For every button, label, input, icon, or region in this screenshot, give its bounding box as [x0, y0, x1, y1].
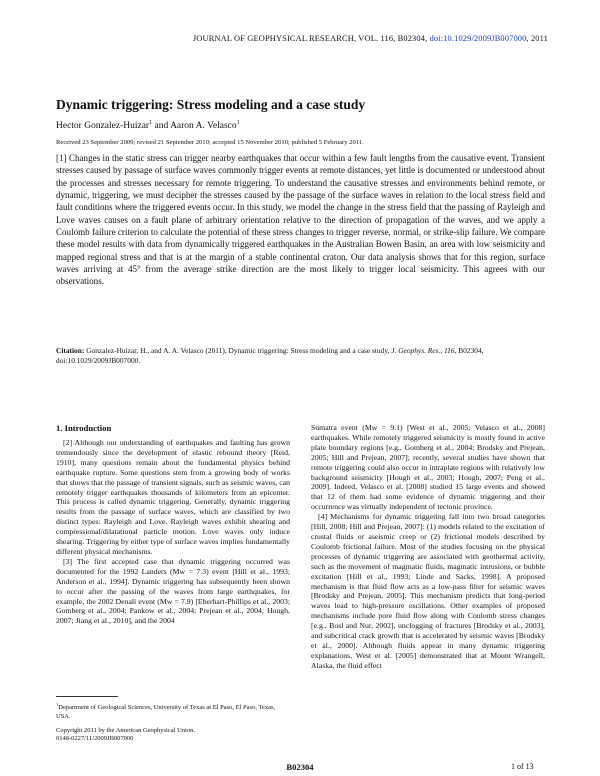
abstract-paragraph-marker: [1]	[56, 153, 67, 163]
doi-link[interactable]: doi:10.1029/2009JB007000	[429, 34, 527, 43]
citation-journal: J. Geophys. Res., 116,	[391, 346, 457, 355]
page-number: 1 of 13	[511, 762, 534, 771]
journal-citation: JOURNAL OF GEOPHYSICAL RESEARCH, VOL. 116, B02304,	[192, 34, 428, 43]
paragraph-4: [4] Mechanisms for dynamic triggering fall into two broad categories [Hill, 2008; Hill and Prejean, 2007]: (1) models related to the excitation of crustal fluids or aseismic creep or (2) frictional models described by Coulomb frictional failure. Most of the studies focusing on the physical processes of dynamic triggering are associated with geothermal activity, such as the movement of magmatic fluids, magmatic intrusions, or bubble excitation [Hill et al., 1993; Linde and Sacks, 1998]. A proposed mechanism is that fluid flow acts as a low-pass filter for seismic waves [Brodsky and Prejean, 2005]. This mechanism predicts that long-period waves lead to high-pressure oscillations. Other examples of proposed mechanisms include pore fluid flow along with Coulomb stress changes [e.g., Bosl and Nur, 2002], unclogging of fractures [Brodsky et al., 2003], and subcritical crack growth that is accelerated by seismic waves [Brodsky et al., 2000]. Although fluids appear in many dynamic triggering explanations, West et al. [2005] demonstrated that at Mount Wrangell, Alaska, the fluid effect	[311, 512, 545, 670]
abstract	[56, 152, 545, 288]
footnote-divider	[56, 696, 118, 697]
right-column	[311, 423, 545, 671]
paragraph-3: [3] The first accepted case that dynamic triggering occurred was documented for the 1992 Landers (Mw = 7.3) event [Hill et al., 1993; Anderson et al., 1994]. Dynamic triggering has subsequently been shown to occur after the passing of the waves from large earthquakes, for example, the 2002 Denali event (Mw = 7.9) [Eberhart-Phillips et al., 2003; Gomberg et al., 2004; Pankow et al., 2004; Prejean et al., 2004; Hough, 2007; Jiang et al., 2010], and the 2004	[56, 556, 290, 626]
copyright-block	[56, 727, 290, 743]
citation-text-b: B02304, doi:10.1029/2009JB007000.	[56, 346, 484, 366]
citation-label: Citation:	[56, 346, 85, 355]
author-line	[56, 120, 240, 131]
affiliation-footnote	[56, 701, 290, 721]
article-id: B02304	[286, 762, 314, 772]
author-2: Aaron A. Velasco	[170, 121, 237, 132]
paper-title: Dynamic triggering: Stress modeling and a case study	[56, 97, 366, 112]
author-1-affiliation: 1	[149, 120, 153, 126]
abstract-text: Changes in the static stress can trigger nearby earthquakes that occur within a few fault lengths from the causative event. Transient stresses caused by passage of surface waves commonly trigger events at remote distances, yet little is documented or understood about the processes and stresses necessary for remote triggering. To understand the causative stresses and environments behind remote, or dynamic, triggering, we must decipher the stresses caused by the passage of the surface waves in relation to the local stress field and fault conditions where the triggered events occur. In this study, we model the change in the stress field that the passing of Rayleigh and Love waves causes on a fault plane of arbitrary orientation relative to the direction of propagation of the waves, and we apply a Coulomb failure criterion to calculate the potential of these stress changes to trigger reverse, normal, or strike-slip failure. We compare these model results with data from dynamically triggered earthquakes in the Australian Bowen Basin, an area with low seismicity and mapped regional stress and that is at the margin of a stable continental craton. Our data analysis shows that for this region, surface waves arriving at 45° from the average strike direction are the most likely to trigger local seismicity. This agrees with our observations.	[56, 153, 546, 287]
paragraph-2: [2] Although our understanding of earthquakes and faulting has grown tremendously since the development of elastic rebound theory [Reid, 1910], many questions remain about the fundamental physics behind earthquake rupture. Some questions stem from a growing body of works that shows that the passage of transient signals, such as seismic waves, can remotely trigger earthquakes thousands of kilometers from an epicenter. This process is called dynamic triggering. Generally, dynamic triggering results from the passage of surface waves, which are classified by two distinct types: Rayleigh and Love. Rayleigh waves exhibit shearing and compressional/dilatational particle motion. Love waves only induce shearing. Triggering by either type of surface waves implies fundamentally different physical mechanisms.	[56, 438, 290, 556]
paragraph-3-continued: Sumatra event (Mw = 9.1) [West et al., 2005; Velasco et al., 2008] earthquakes. While remotely triggered seismicity is mostly found in active plate boundary regions [e.g., Gomberg et al., 2004; Brodsky and Prejean, 2005; Hill and Prejean, 2007]; recently, several studies have shown that remote triggering could also occur in intraplate regions with relatively low background seismicity [Hough et al., 2003; Hough, 2007; Peng et al., 2009]. Indeed, Velasco et al. [2008] studied 15 large events and showed that 12 of them had some evidence of dynamic triggering and their occurrence was virtually independent of tectonic province.	[311, 423, 545, 512]
issn-line: 0148-0227/11/2009JB007000	[56, 735, 134, 743]
citation-text-a: Gonzalez-Huizar, H., and A. A. Velasco (2011), Dynamic triggering: Stress modeling and a case study,	[86, 346, 390, 355]
footnote-text: Department of Geological Sciences, University of Texas at El Paso, El Paso, Texas, USA.	[56, 704, 276, 720]
citation	[56, 346, 545, 367]
author-conjunction: and	[152, 121, 171, 132]
section-heading-introduction: 1. Introduction	[56, 423, 112, 433]
footnote-marker: 1	[56, 702, 59, 707]
journal-year: , 2011	[526, 34, 548, 43]
author-1: Hector Gonzalez-Huizar	[56, 121, 150, 132]
copyright-line: Copyright 2011 by the American Geophysical Union.	[56, 727, 195, 734]
author-2-affiliation: 1	[236, 120, 240, 126]
received-dates: Received 23 September 2009; revised 21 September 2010; accepted 15 November 2010; published 5 February 2011.	[56, 139, 364, 146]
journal-header	[0, 34, 548, 43]
left-column	[56, 438, 290, 626]
